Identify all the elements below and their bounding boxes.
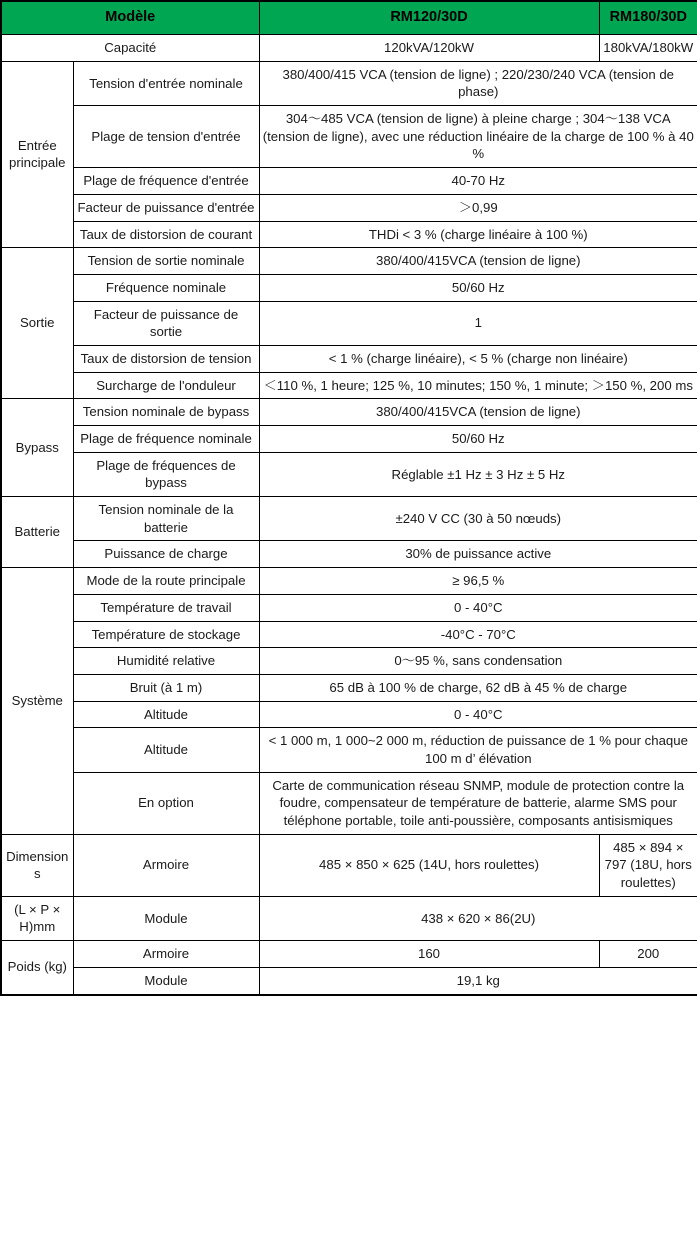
capacity-value-rm180: 180kVA/180kW <box>599 35 697 62</box>
table-row <box>1 621 697 648</box>
param-name: Tension nominale de bypass <box>73 399 259 426</box>
param-value-rm120: 160 <box>259 941 599 968</box>
param-value: < 1 % (charge linéaire), < 5 % (charge non linéaire) <box>259 345 697 372</box>
param-value: 0 - 40°C <box>259 594 697 621</box>
group-label-weight: Poids (kg) <box>1 941 73 995</box>
header-model-rm180: RM180/30D <box>599 1 697 35</box>
table-row <box>1 168 697 195</box>
param-name: Module <box>73 896 259 940</box>
param-value: 304～485 VCA (tension de ligne) à pleine charge ; 304～138 VCA (tension de ligne), avec une réduction linéaire de la charge de 100 % à 40 % <box>259 106 697 168</box>
param-value: ＞0,99 <box>259 194 697 221</box>
param-name: Altitude <box>73 728 259 772</box>
param-name: Tension nominale de la batterie <box>73 497 259 541</box>
param-name: Température de stockage <box>73 621 259 648</box>
table-row <box>1 372 697 399</box>
param-name: Humidité relative <box>73 648 259 675</box>
group-label-dimensions-unit: (L × P × H)mm <box>1 896 73 940</box>
param-name: En option <box>73 772 259 834</box>
param-name: Armoire <box>73 834 259 896</box>
param-value: 380/400/415VCA (tension de ligne) <box>259 248 697 275</box>
param-value: 380/400/415 VCA (tension de ligne) ; 220/230/240 VCA (tension de phase) <box>259 61 697 105</box>
param-value: 380/400/415VCA (tension de ligne) <box>259 399 697 426</box>
param-value: ＜110 %, 1 heure; 125 %, 10 minutes; 150 %, 1 minute; ＞150 %, 200 ms <box>259 372 697 399</box>
param-value: 50/60 Hz <box>259 426 697 453</box>
param-name: Fréquence nominale <box>73 274 259 301</box>
table-row <box>1 568 697 595</box>
param-value: THDi < 3 % (charge linéaire à 100 %) <box>259 221 697 248</box>
param-value-rm180: 200 <box>599 941 697 968</box>
param-name: Tension d'entrée nominale <box>73 61 259 105</box>
group-label-bypass: Bypass <box>1 399 73 497</box>
table-row <box>1 896 697 940</box>
table-row <box>1 345 697 372</box>
param-value: 0 - 40°C <box>259 701 697 728</box>
table-row <box>1 426 697 453</box>
table-row <box>1 221 697 248</box>
group-label-output: Sortie <box>1 248 73 399</box>
table-row <box>1 772 697 834</box>
param-value: 30% de puissance active <box>259 541 697 568</box>
table-row <box>1 194 697 221</box>
table-row <box>1 452 697 496</box>
table-row <box>1 701 697 728</box>
param-value: -40°C - 70°C <box>259 621 697 648</box>
param-value: Carte de communication réseau SNMP, module de protection contre la foudre, compensateur de température de batterie, alarme SMS pour téléphone portable, toile anti-poussière, composants antisismiques <box>259 772 697 834</box>
param-name: Bruit (à 1 m) <box>73 674 259 701</box>
param-name: Module <box>73 967 259 994</box>
table-row <box>1 106 697 168</box>
param-value: 50/60 Hz <box>259 274 697 301</box>
table-row <box>1 594 697 621</box>
table-row <box>1 301 697 345</box>
param-name: Surcharge de l'onduleur <box>73 372 259 399</box>
param-name: Puissance de charge <box>73 541 259 568</box>
capacity-value-rm120: 120kVA/120kW <box>259 35 599 62</box>
param-name: Plage de fréquence d'entrée <box>73 168 259 195</box>
table-row <box>1 674 697 701</box>
param-value: 1 <box>259 301 697 345</box>
param-value: Réglable ±1 Hz ± 3 Hz ± 5 Hz <box>259 452 697 496</box>
param-value: 65 dB à 100 % de charge, 62 dB à 45 % de charge <box>259 674 697 701</box>
param-name: Facteur de puissance d'entrée <box>73 194 259 221</box>
group-label-dimensions: Dimensions <box>1 834 73 896</box>
param-name: Armoire <box>73 941 259 968</box>
table-header-row <box>1 1 697 35</box>
param-name: Tension de sortie nominale <box>73 248 259 275</box>
table-row <box>1 648 697 675</box>
param-value: 19,1 kg <box>259 967 697 994</box>
group-label-main-input: Entrée principale <box>1 61 73 248</box>
table-row <box>1 728 697 772</box>
param-name: Température de travail <box>73 594 259 621</box>
table-row <box>1 941 697 968</box>
param-value: < 1 000 m, 1 000~2 000 m, réduction de puissance de 1 % pour chaque 100 m d’ élévation <box>259 728 697 772</box>
param-name: Plage de fréquence nominale <box>73 426 259 453</box>
capacity-label: Capacité <box>1 35 259 62</box>
table-row-capacity <box>1 35 697 62</box>
table-row <box>1 967 697 994</box>
param-value: 0～95 %, sans condensation <box>259 648 697 675</box>
param-name: Altitude <box>73 701 259 728</box>
header-model-rm120: RM120/30D <box>259 1 599 35</box>
group-label-system: Système <box>1 568 73 835</box>
param-value-rm180: 485 × 894 × 797 (18U, hors roulettes) <box>599 834 697 896</box>
param-value: 40-70 Hz <box>259 168 697 195</box>
table-row <box>1 834 697 896</box>
param-name: Plage de fréquences de bypass <box>73 452 259 496</box>
group-label-battery: Batterie <box>1 497 73 568</box>
table-row <box>1 274 697 301</box>
param-value-rm120: 485 × 850 × 625 (14U, hors roulettes) <box>259 834 599 896</box>
table-row <box>1 248 697 275</box>
param-value: ±240 V CC (30 à 50 nœuds) <box>259 497 697 541</box>
table-row <box>1 399 697 426</box>
param-name: Mode de la route principale <box>73 568 259 595</box>
param-name: Taux de distorsion de tension <box>73 345 259 372</box>
table-row <box>1 541 697 568</box>
table-row <box>1 61 697 105</box>
param-value: ≥ 96,5 % <box>259 568 697 595</box>
param-name: Taux de distorsion de courant <box>73 221 259 248</box>
table-row <box>1 497 697 541</box>
param-name: Facteur de puissance de sortie <box>73 301 259 345</box>
param-value: 438 × 620 × 86(2U) <box>259 896 697 940</box>
param-name: Plage de tension d'entrée <box>73 106 259 168</box>
header-model-label: Modèle <box>1 1 259 35</box>
